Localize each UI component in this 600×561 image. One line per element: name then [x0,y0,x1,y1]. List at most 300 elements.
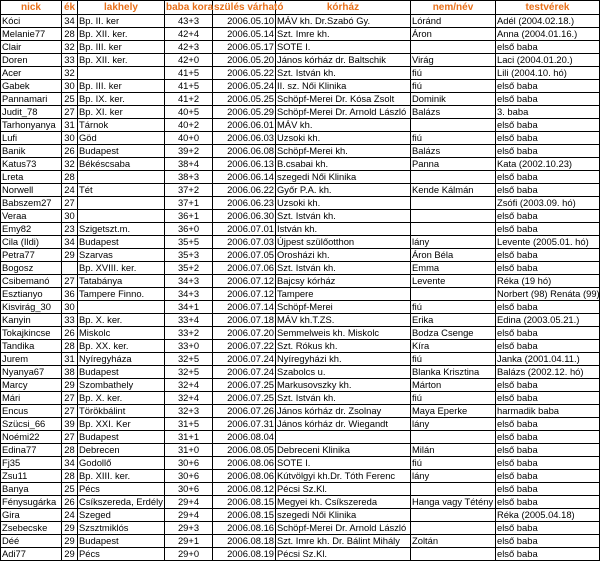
hospital-cell: Schöpf-Merei Dr. Kósa Zsolt [276,93,411,106]
baby-age-cell: 33+0 [165,340,213,353]
sex-name-cell: Blanka Krisztina [411,366,496,379]
column-header-baby-age: baba kora [166,1,214,13]
due-date-cell: 2006.05.29 [213,106,276,119]
siblings-cell: első baba [496,93,600,106]
age-cell: 36 [62,288,78,301]
age-cell: 30 [62,132,78,145]
hospital-cell: Debreceni Klinika [276,444,411,457]
age-cell: 32 [62,41,78,54]
hospital-cell: Schöpf-Merei Dr. Arnold László [276,522,411,535]
hospital-cell: Pécsi Sz.Kl. [276,548,411,561]
table-row [1,379,600,392]
hospital-cell: János kórház dr. Wiegandt [276,418,411,431]
sex-name-cell: Maya Eperke [411,405,496,418]
residence-cell: Szigetszt.m. [78,223,165,236]
table-row [1,119,600,132]
hospital-cell: Pécsi Sz.Kl. [276,483,411,496]
due-date-cell: 2006.07.25 [213,392,276,405]
baby-age-cell: 32+4 [165,379,213,392]
baby-age-cell: 36+1 [165,210,213,223]
hospital-cell: Orosházi kh. [276,249,411,262]
due-date-cell: 2006.07.14 [213,301,276,314]
residence-cell: Szeged [78,509,165,522]
table-row [1,28,600,41]
residence-cell: Budapest [78,236,165,249]
hospital-cell: Szt. Rókus kh. [276,340,411,353]
sex-name-cell: Hanga vagy Tétény [411,496,496,509]
baby-age-cell: 40+0 [165,132,213,145]
hospital-cell: Megyei kh. Csíkszereda [276,496,411,509]
hospital-cell: Uzsoki kh. [276,197,411,210]
due-date-cell: 2006.05.17 [213,41,276,54]
column-header-nick: nick [1,1,62,15]
baby-age-cell: 36+0 [165,223,213,236]
sex-name-cell: Virág [411,54,496,67]
siblings-cell: első baba [496,483,600,496]
hospital-cell: II. sz. Női Klinika [276,80,411,93]
age-cell: 33 [62,314,78,327]
sex-name-cell [411,197,496,210]
residence-cell: Debrecen [78,444,165,457]
due-date-cell: 2006.08.06 [213,457,276,470]
baby-age-cell: 37+2 [165,184,213,197]
table-row [1,15,600,28]
nick-cell: Zsu11 [1,470,62,483]
siblings-cell: első baba [496,457,600,470]
age-cell: 34 [62,15,78,28]
column-header-sex-name: nem/név [411,1,496,15]
siblings-cell: Lili (2004.10. hó) [496,67,600,80]
age-cell: 23 [62,223,78,236]
table-row [1,431,600,444]
nick-cell: Adi77 [1,548,62,561]
due-date-cell: 2006.05.25 [213,93,276,106]
baby-age-cell: 31+1 [165,431,213,444]
due-date-cell: 2006.06.14 [213,171,276,184]
hospital-cell: SOTE I. [276,41,411,54]
age-cell: 32 [62,67,78,80]
due-date-cell: 2006.08.16 [213,522,276,535]
due-date-cell: 2006.08.05 [213,444,276,457]
age-cell: 27 [62,197,78,210]
residence-cell: Budapest [78,145,165,158]
age-cell: 30 [62,301,78,314]
baby-age-cell: 38+3 [165,171,213,184]
baby-age-cell: 29+1 [165,535,213,548]
siblings-cell: első baba [496,444,600,457]
table-row [1,210,600,223]
sex-name-cell: fiú [411,80,496,93]
table-row [1,392,600,405]
baby-age-cell: 31+5 [165,418,213,431]
table-row [1,353,600,366]
sex-name-cell [411,288,496,301]
due-date-cell: 2006.05.10 [213,15,276,28]
due-date-cell: 2006.06.03 [213,132,276,145]
due-date-cell: 2006.07.24 [213,353,276,366]
nick-cell: Banya [1,483,62,496]
sex-name-cell [411,210,496,223]
nick-cell: Melanie77 [1,28,62,41]
hospital-cell: MÁV kh.T.ZS. [276,314,411,327]
sex-name-cell: fiú [411,353,496,366]
residence-cell: Tampere Finno. [78,288,165,301]
due-date-cell: 2006.05.22 [213,67,276,80]
siblings-cell: első baba [496,379,600,392]
sex-name-cell [411,522,496,535]
due-date-cell: 2006.07.03 [213,236,276,249]
nick-cell: Pannamari [1,93,62,106]
residence-cell: Bp. XII. ker. [78,54,165,67]
baby-age-cell: 29+3 [165,522,213,535]
age-cell: 39 [62,418,78,431]
hospital-cell: Szt. István kh. [276,210,411,223]
table-row [1,158,600,171]
sex-name-cell: Balázs [411,145,496,158]
residence-cell: Szombathely [78,379,165,392]
table-row [1,301,600,314]
hospital-cell: István kh. [276,223,411,236]
hospital-cell: Szt. Imre kh. Dr. Bálint Mihály [276,535,411,548]
nick-cell: Kisvirág_30 [1,301,62,314]
column-header-age: ék [62,1,78,15]
residence-cell: Bp. XI. ker [78,106,165,119]
baby-age-cell: 32+4 [165,392,213,405]
column-header-residence: lakhely [78,1,165,15]
sex-name-cell [411,41,496,54]
sex-name-cell [411,119,496,132]
sex-name-cell [411,548,496,561]
table-row [1,41,600,54]
siblings-cell: Levente (2005.01. hó) [496,236,600,249]
nick-cell: Bogosz [1,262,62,275]
sex-name-cell [411,483,496,496]
siblings-cell: Anna (2004.01.16.) [496,28,600,41]
siblings-cell: első baba [496,210,600,223]
age-cell: 26 [62,327,78,340]
nick-cell: Nyanya67 [1,366,62,379]
column-header-siblings: testvérek [496,1,600,15]
residence-cell: Bp. X. ker. [78,314,165,327]
residence-cell: Szarvas [78,249,165,262]
age-cell: 29 [62,548,78,561]
sex-name-cell: Áron [411,28,496,41]
age-cell: 24 [62,509,78,522]
due-date-cell: 2006.06.23 [213,197,276,210]
table-row [1,366,600,379]
header-row [1,1,600,15]
siblings-cell: első baba [496,340,600,353]
baby-age-cell: 33+2 [165,327,213,340]
baby-age-cell: 34+1 [165,301,213,314]
residence-cell: Tatabánya [78,275,165,288]
baby-age-cell: 37+1 [165,197,213,210]
nick-cell: Fj35 [1,457,62,470]
table-body [1,15,600,561]
age-cell: 27 [62,431,78,444]
siblings-cell: Laci (2004.01.20.) [496,54,600,67]
sex-name-cell: fiú [411,392,496,405]
age-cell: 34 [62,236,78,249]
baby-age-cell: 30+6 [165,457,213,470]
nick-cell: Esztianyo [1,288,62,301]
age-cell: 29 [62,379,78,392]
siblings-cell: első baba [496,80,600,93]
nick-cell: Emy82 [1,223,62,236]
table-row [1,314,600,327]
table-row [1,145,600,158]
due-date-cell: 2006.05.24 [213,80,276,93]
nick-cell: Mári [1,392,62,405]
sex-name-cell: Emma [411,262,496,275]
age-cell: 30 [62,210,78,223]
due-date-cell: 2006.08.15 [213,509,276,522]
siblings-cell: első baba [496,535,600,548]
due-date-cell: 2006.06.08 [213,145,276,158]
age-cell: 32 [62,158,78,171]
due-date-cell: 2006.08.12 [213,483,276,496]
baby-age-cell: 41+2 [165,93,213,106]
sex-name-cell [411,171,496,184]
siblings-cell: első baba [496,262,600,275]
hospital-cell: szegedi Női Klinika [276,171,411,184]
sex-name-cell: fiú [411,301,496,314]
nick-cell: Katus73 [1,158,62,171]
sex-name-cell: lány [411,470,496,483]
siblings-cell: első baba [496,145,600,158]
sex-name-cell: Kíra [411,340,496,353]
siblings-cell: első baba [496,41,600,54]
baby-age-cell: 32+5 [165,353,213,366]
residence-cell: Bp. III. ker [78,80,165,93]
baby-age-cell: 42+0 [165,54,213,67]
siblings-cell: Réka (19 hó) [496,275,600,288]
due-date-cell: 2006.08.15 [213,496,276,509]
sex-name-cell: fiú [411,132,496,145]
baby-age-cell: 29+4 [165,509,213,522]
nick-cell: Gira [1,509,62,522]
sex-name-cell: Bodza Csenge [411,327,496,340]
table-row [1,470,600,483]
nick-cell: Clair [1,41,62,54]
residence-cell: Bp. IX. ker. [78,93,165,106]
siblings-cell: Réka (2005.04.18) [496,509,600,522]
age-cell: 28 [62,340,78,353]
due-date-cell: 2006.08.18 [213,535,276,548]
baby-age-cell: 30+6 [165,470,213,483]
sex-name-cell: Dominik [411,93,496,106]
table-row [1,132,600,145]
table-row [1,522,600,535]
table-row [1,548,600,561]
nick-cell: Edina77 [1,444,62,457]
table-row [1,340,600,353]
hospital-cell: Szt. István kh. [276,392,411,405]
hospital-cell: Schöpf-Merei [276,301,411,314]
sex-name-cell [411,431,496,444]
sex-name-cell: Balázs [411,106,496,119]
due-date-cell: 2006.07.20 [213,327,276,340]
due-date-cell: 2006.08.04 [213,431,276,444]
due-date-cell: 2006.06.22 [213,184,276,197]
hospital-cell: B.csabai kh. [276,158,411,171]
age-cell [62,262,78,275]
sex-name-cell [411,509,496,522]
siblings-cell: első baba [496,392,600,405]
age-cell: 29 [62,249,78,262]
baby-age-cell: 29+0 [165,548,213,561]
residence-cell: Törökbálint [78,405,165,418]
age-cell: 24 [62,184,78,197]
residence-cell [78,67,165,80]
nick-cell: Tarhonyanya [1,119,62,132]
siblings-cell: első baba [496,522,600,535]
siblings-cell: Janka (2001.04.11.) [496,353,600,366]
age-cell: 27 [62,106,78,119]
nick-cell: Tokajkincse [1,327,62,340]
residence-cell: Bp. II. ker [78,15,165,28]
residence-cell: Godollő [78,457,165,470]
nick-cell: Zsebecske [1,522,62,535]
hospital-cell: szegedi Női Klinika [276,509,411,522]
hospital-cell: Győr P.A. kh. [276,184,411,197]
due-date-cell: 2006.07.12 [213,275,276,288]
residence-cell: Budapest [78,535,165,548]
table-row [1,93,600,106]
age-cell: 28 [62,171,78,184]
nick-cell: Lreta [1,171,62,184]
age-cell: 25 [62,483,78,496]
nick-cell: Encus [1,405,62,418]
table-row [1,483,600,496]
siblings-cell: Balázs (2002.12. hó) [496,366,600,379]
sex-name-cell: fiú [411,457,496,470]
nick-cell: Babszem27 [1,197,62,210]
baby-age-cell: 33+4 [165,314,213,327]
sex-name-cell: Kende Kálmán [411,184,496,197]
nick-cell: Acer [1,67,62,80]
age-cell: 33 [62,54,78,67]
hospital-cell: Schöpf-Merei kh. [276,145,411,158]
residence-cell: Nyíregyháza [78,353,165,366]
baby-age-cell: 40+2 [165,119,213,132]
residence-cell: Szsztmiklós [78,522,165,535]
nick-cell: Norwell [1,184,62,197]
baby-age-cell: 42+4 [165,28,213,41]
siblings-cell: első baba [496,548,600,561]
age-cell: 28 [62,28,78,41]
due-date-cell: 2006.07.22 [213,340,276,353]
residence-cell: Bp. XIII. ker. [78,470,165,483]
nick-cell: Fénysugárka [1,496,62,509]
siblings-cell: első baba [496,301,600,314]
baby-age-cell: 32+3 [165,405,213,418]
due-date-cell: 2006.06.13 [213,158,276,171]
hospital-cell: Újpest szülőotthon [276,236,411,249]
table-row [1,171,600,184]
due-date-cell: 2006.07.01 [213,223,276,236]
siblings-cell: első baba [496,470,600,483]
baby-age-cell: 38+4 [165,158,213,171]
residence-cell: Pécs [78,548,165,561]
baby-age-cell: 34+3 [165,288,213,301]
age-cell: 27 [62,405,78,418]
siblings-cell: 3. baba [496,106,600,119]
nick-cell: Csibemanó [1,275,62,288]
baby-age-cell: 34+3 [165,275,213,288]
hospital-cell: Kútvölgyi kh.Dr. Tóth Ferenc [276,470,411,483]
nick-cell: Lufi [1,132,62,145]
age-cell: 27 [62,275,78,288]
table-row [1,405,600,418]
column-header-hospital: kórház [276,1,411,15]
due-date-cell: 2006.06.01 [213,119,276,132]
residence-cell [78,197,165,210]
hospital-cell: Szabolcs u. [276,366,411,379]
residence-cell: Tét [78,184,165,197]
table-row [1,457,600,470]
age-cell: 25 [62,93,78,106]
table-row [1,418,600,431]
baby-age-cell: 39+2 [165,145,213,158]
age-cell: 28 [62,470,78,483]
hospital-cell: Tampere [276,288,411,301]
hospital-cell: János kórház dr. Zsolnay [276,405,411,418]
siblings-cell: első baba [496,184,600,197]
age-cell: 28 [62,444,78,457]
baby-age-cell: 32+5 [165,366,213,379]
baby-age-cell: 29+4 [165,496,213,509]
hospital-cell: Semmelweis kh. Miskolc [276,327,411,340]
column-header-due-date: szülés várható [214,1,284,13]
sex-name-cell: lány [411,418,496,431]
sex-name-cell: Erika [411,314,496,327]
hospital-cell: Szt. István kh. [276,67,411,80]
baby-age-cell: 41+5 [165,80,213,93]
age-cell: 34 [62,457,78,470]
baby-age-cell: 43+3 [165,15,213,28]
residence-cell: Bp. III. ker [78,41,165,54]
nick-cell: Veraa [1,210,62,223]
hospital-cell: MÁV kh. [276,119,411,132]
due-date-cell: 2006.07.18 [213,314,276,327]
age-cell: 38 [62,366,78,379]
siblings-cell: Norbert (98) Renáta (99) [497,288,600,299]
nick-cell: Gabek [1,80,62,93]
hospital-cell: Szt. István kh. [276,262,411,275]
table-row [1,54,600,67]
table-row [1,275,600,288]
due-date-cell: 2006.07.31 [213,418,276,431]
hospital-cell: MÁV kh. Dr.Szabó Gy. [276,15,411,28]
siblings-cell: Zsófi (2003.09. hó) [496,197,600,210]
baby-age-cell: 30+6 [165,483,213,496]
hospital-cell: Szt. Imre kh. [276,28,411,41]
table-row [1,288,600,301]
residence-cell: Tárnok [78,119,165,132]
siblings-cell: első baba [496,418,600,431]
sex-name-cell: Áron Béla [411,249,496,262]
hospital-cell: János kórház dr. Baltschik [276,54,411,67]
hospital-cell: SOTE I. [276,457,411,470]
siblings-cell: harmadik baba [496,405,600,418]
residence-cell [78,210,165,223]
residence-cell: Csíkszereda, Erdély [79,496,163,507]
siblings-cell: első baba [496,327,600,340]
due-date-cell: 2006.07.24 [213,366,276,379]
age-cell: 27 [62,392,78,405]
sex-name-cell [411,223,496,236]
